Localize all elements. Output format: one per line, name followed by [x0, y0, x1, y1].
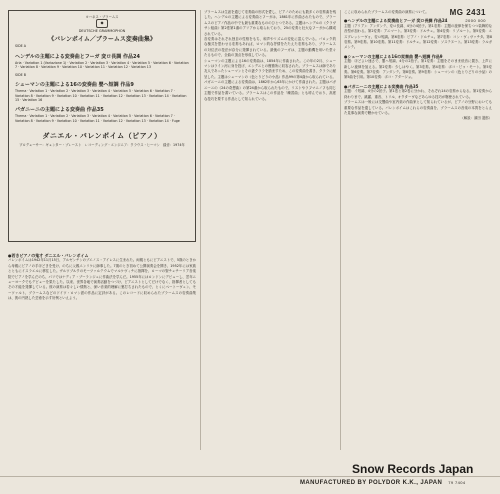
label-emblem-icon: ◆ — [96, 19, 108, 28]
print-code: 79 7404 — [448, 480, 466, 485]
footer-rule — [0, 476, 500, 477]
analysis-paragraph: 主題：イ短調、4分の2拍子。第1巻と第2巻に分かれ、それぞれ14の変奏からなる。第1変奏から終わりまで、跳躍、重音、トリル、オクターヴなどあらゆる技巧が駆使されている。 — [344, 89, 492, 99]
manufacturer-text: MANUFACTURED BY POLYDOR K.K., JAPAN — [300, 480, 443, 486]
work-c-detail: Thema · Variation 1 · Variation 2 · Variation 3 · Variation 4 · Variation 5 · Variation 6 · Variation 7 · Variation 8 · Variation 9 · Variation 10 · Variation 11 · Variation 12 · Variation 13 · Variation 14 · Fuge — [15, 114, 180, 123]
work-a-detail: Aria · Variation 1 (Variazione 1) · Variation 2 · Variation 3 · Variation 4 · Variation 5 · Variation 6 · Variation 7 · Variation 8 · Variation 9 · Variation 10 · Variation 11 · Variation 12 · Variation 13 — [15, 60, 189, 69]
manufacturer-line — [300, 480, 466, 486]
artist-name: ダニエル・バレンボイム（ピアノ） — [42, 131, 162, 140]
biography-body: バレンボイムは1942年11月15日、アルゼンチンのブエノス・アイレスに生まれた。両親ともにピアニストで、5歳のときから母親にピアノの手ほどきを受け、のちに父親エンリケに師事した。7歳のとき初めて公開演奏会を開き、1952年には家族とともにイスラエルに移住した。ザルツブルクのモーツァルテウムでマルケヴィチに指揮を、ローマの聖チェチーリア音楽院でピアノを学んだのち、パリではナディア・ブーランジェに作曲法を学んだ。1955年にはロンドンにデビューし、翌年ニューヨークでもデビューを果たした。以来、世界各地で演奏活動をつづけ、ピアニストとしてだけでなく、指揮者としてもその才能を発揮している。彼の演奏は若々しい情熱と、深い音楽的理解に裏打ちされたもので、とくにベートーヴェン、モーツァルト、ブラームスなどのドイツ・ロマン派の作品に定評がある。このレコードに収められたブラームスの変奏曲集は、彼の円熟した芸術を示す好例といえよう。 — [8, 258, 196, 301]
commentator-signature: （解説：濱田 滋郎） — [460, 116, 492, 121]
commentary-paragraph: パガニーニの主題による変奏曲は、1862年から63年にかけて作曲された。主題はパガニーニの《24の奇想曲》の第24番から取られたもので、リストやラフマニノフも同じ主題で作品を書いている。ブラームスはこの作品を「練習曲」とも呼んでおり、高度な技巧を要する作品として知られている。 — [204, 80, 336, 101]
side-b-label: SIDE B — [15, 73, 26, 78]
biography-column — [8, 250, 196, 456]
label-line: DEUTSCHE GRAMMOPHON — [78, 29, 126, 34]
analysis-intro: ここに収められたブラームスの変奏曲の演奏について。 — [344, 10, 429, 14]
composer-line: ヨハネス・ブラームス — [85, 15, 119, 19]
work-c-title: パガニーニの主題による変奏曲 作品35 — [15, 107, 104, 114]
analysis-heading: ●シューマンの主題による16の変奏曲 嬰ヘ短調 作品9 — [344, 53, 443, 59]
work-b-detail: Thema · Variation 1 · Variation 2 · Variation 3 · Variation 4 · Variation 5 · Variation 6 · Variation 7 · Variation 8 · Variation 9 · Variation 10 · Variation 11 · Variation 12 · Variation 13 · Variation 14 · Variation 15 · Variation 16 — [15, 89, 187, 103]
column-divider — [340, 10, 341, 450]
album-title: 《バレンボイム／ブラームス変奏曲集》 — [48, 36, 156, 44]
watermark-text: Snow Records Japan — [352, 462, 474, 476]
catalog-code: MG 2431 — [449, 8, 486, 17]
analysis-paragraph: ブラームスは一般には交響曲や室内楽の作曲家として知られているが、ピアノの分野においても重要な作品を遺している。バレンボイムはこれらの変奏曲を、ブラームスの音楽の本質をとらえた見事な演奏で聴かせている。 — [344, 100, 492, 115]
commentary-column — [204, 10, 336, 456]
analysis-heading: ●パガニーニの主題による変奏曲 作品35 — [344, 83, 419, 89]
analysis-paragraph: 主題：ほどよい速さで、嬰ヘ短調、4分の2拍子。第1変奏：主題をそのまま低音に置き、上声に新しい旋律を加える。第2変奏：少しはやく。第3変奏。第4変奏：ポコ・ピゥ・モート。第5変奏。第6変奏。第7変奏：アンダンテ。第8変奏。第9変奏：シューマンの《色とりどりの小品》の第5曲を引用。第10変奏：ポコ・アダージョ。 — [344, 59, 492, 80]
analysis-paragraph: 主題（アリア）：アンダンテ、変ロ長調、4分の4拍子。第1変奏：主題の旋律を保ちつつ装飾的な音型が加わる。第2変奏：アニマート。第3変奏：ドルチェ。第4変奏：リゾルート。第5変奏：エスプレッシーヴォ、変ロ短調。第6変奏：ピアノ・ドルチェ。第7変奏：コン・ヴィヴァチタ。第8変奏。第9変奏。第10変奏。第11変奏：ドルチェ。第12変奏：ソステヌート。第13変奏：ラルガメンテ。 — [344, 23, 492, 50]
biography-heading: ●若きピアノの鬼才 ダニエル・バレンボイム — [8, 253, 89, 258]
commentary-paragraph: 各変奏はそれぞれ独自の性格をもち、和声やリズムの変化に富んでいる。バロック的な様式を思わせる変奏もあれば、ロマン的な抒情をたたえた変奏もあり、ブラームスの対位法の技法が存分に発揮されている。最後のフーガは、主題の動機を用いた堂々たるもので、全曲の頂点を形成している。 — [204, 37, 336, 58]
work-a-title: ヘンデルの主題による変奏曲とフーガ 変ロ長調 作品24 — [15, 53, 140, 60]
recording-credits: プロデューサー：ギュンター・ブレースト レコーディング・エンジニア：クラウス・ヒーマン 録音：1974年 — [19, 142, 185, 147]
column-divider — [200, 10, 201, 450]
work-b-title: シューマンの主題による16の変奏曲 嬰ヘ短調 作品9 — [15, 82, 134, 89]
box-header — [15, 15, 189, 44]
commentary-paragraph: ブラームスは生涯を通じて変奏曲の形式を愛し、ピアノのためにも数多くの変奏曲を残した。ヘンデルの主題による変奏曲とフーガは、1861年に作曲されたもので、ブラームスのピアノ作品の中でも最も重要なもののひとつである。主題はヘンデルの《クラヴサン組曲》第2巻第1番のアリアから取られており、25の変奏と壮大なフーガから構成されている。 — [204, 10, 336, 36]
side-a-label: SIDE A — [15, 44, 26, 49]
catalog-sub: 2000 000 — [465, 18, 486, 23]
analysis-heading: ●ヘンデルの主題による変奏曲とフーガ 変ロ長調 作品24 — [344, 18, 448, 24]
cover-tracklist-box — [8, 10, 196, 242]
commentary-paragraph: シューマンの主題による16の変奏曲は、1854年に作曲された。この年の2月、シューマンはライン河に身を投げ、エンデニヒの療養所に収容された。ブラームスは師であり友人であったシューマンとその妻クララを励ますため、この変奏曲を書き、クララに献呈した。主題はシューマンの《色とりどりの小品》作品99の第4曲から取られている。 — [204, 58, 336, 79]
analysis-column — [344, 10, 492, 456]
